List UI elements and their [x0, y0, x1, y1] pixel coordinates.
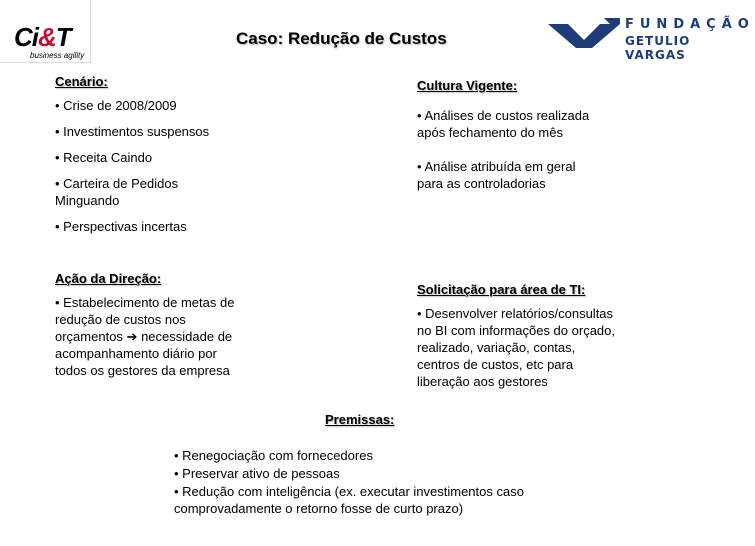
logo-subtext: business agility: [30, 51, 85, 60]
acao-section: [55, 271, 240, 379]
slide-title: Caso: Redução de Custos: [236, 29, 447, 48]
acao-item-text: Estabelecimento de metas de redução de custos nos orçamentos: [55, 295, 235, 344]
acao-item-text-2: necessidade de acompanhamento diário por todos os gestores da empresa: [55, 329, 233, 378]
premissas-list: [174, 447, 534, 517]
arrow-right-icon: ➔: [126, 329, 138, 344]
cenario-section: [55, 74, 255, 235]
list-item: • Análises de custos realizada após fechamento do mês: [417, 107, 617, 141]
list-item: • Investimentos suspensos: [55, 123, 255, 140]
cenario-heading: Cenário:: [55, 74, 108, 89]
fgv-logo-line1: FUNDAÇÃO: [625, 17, 755, 32]
list-item: • Crise de 2008/2009: [55, 97, 255, 114]
premissas-heading: Premissas:: [325, 412, 395, 427]
acao-heading: Ação da Direção:: [55, 271, 162, 286]
solicitacao-section: [417, 282, 617, 390]
solicitacao-item: • Desenvolver relatórios/consultas no BI com informações do orçado, realizado, variação, contas, centros de custos, etc para liberação aos gestores: [417, 305, 617, 390]
list-item: • Carteira de Pedidos Minguando: [55, 175, 215, 209]
list-item: • Receita Caindo: [55, 149, 255, 166]
list-item: • Análise atribuída em geral para as controladorias: [417, 158, 602, 192]
list-item: • Perspectivas incertas: [55, 218, 255, 235]
logo-text: Ci&T: [14, 22, 71, 52]
cenario-list: [55, 97, 255, 235]
cultura-section: [417, 78, 617, 192]
list-item: • Redução com inteligência (ex. executar investimentos caso comprovadamente o retorno fosse de curto prazo): [174, 483, 534, 517]
acao-item: [55, 294, 240, 379]
fgv-logo-mark-icon: [548, 18, 620, 48]
cultura-heading: Cultura Vigente:: [417, 78, 518, 93]
solicitacao-heading: Solicitação para área de TI:: [417, 282, 586, 297]
list-item: • Renegociação com fornecedores: [174, 447, 534, 464]
fgv-logo-line2: GETULIO VARGAS: [625, 34, 691, 62]
cultura-list: [417, 107, 617, 192]
list-item: • Preservar ativo de pessoas: [174, 465, 534, 482]
